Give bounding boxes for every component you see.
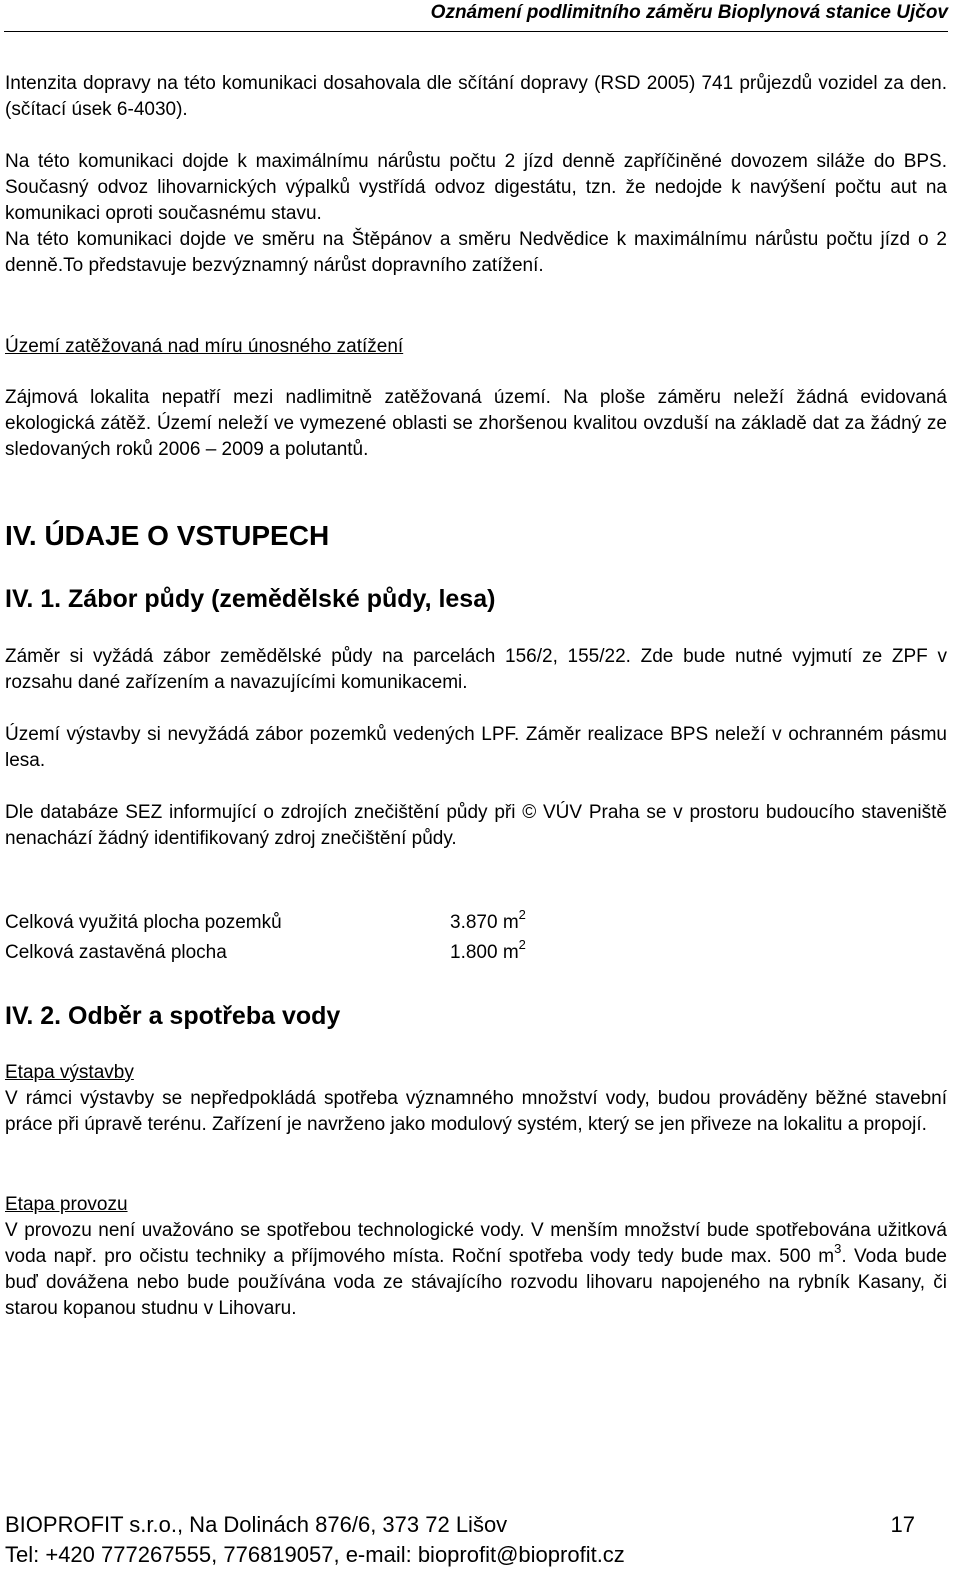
footer-contact: Tel: +420 777267555, 776819057, e-mail: bioprofit@bioprofit.cz: [5, 1542, 625, 1567]
paragraph-soil-contamination: Dle databáze SEZ informující o zdrojích znečištění půdy při © VÚV Praha se v prostoru budoucího staveniště nenachází žádný identifikovaný zdroj znečištění půdy.: [5, 802, 947, 849]
paragraph-forest-land: Území výstavby si nevyžádá zábor pozemků vedených LPF. Záměr realizace BPS neleží v ochranném pásmu lesa.: [5, 724, 947, 771]
page-number: 17: [890, 1512, 915, 1537]
subheading-operation-stage: Etapa provozu: [5, 1194, 128, 1215]
paragraph-traffic-intensity: Intenzita dopravy na této komunikaci dosahovala dle sčítání dopravy (RSD 2005) 741 průjezdů vozidel za den. (sčítací úsek 6-4030).: [5, 73, 947, 120]
header-rule: [4, 31, 948, 32]
paragraph-construction-water: V rámci výstavby se nepředpokládá spotřeba významného množství vody, budou prováděny běžné stavební práce při úpravě terénu. Zařízení je navrženo jako modulový systém, který se jen přiveze na lokalitu a propojí.: [5, 1088, 947, 1135]
heading-land-take: IV. 1. Zábor půdy (zemědělské půdy, lesa): [5, 585, 496, 613]
area-used-label: Celková využitá plocha pozemků: [5, 912, 282, 933]
paragraph-traffic-direction: Na této komunikaci dojde ve směru na Štěpánov a směru Nedvědice k maximálnímu nárůstu počtu jízd o 2 denně.To představuje bezvýznamný nárůst dopravního zatížení.: [5, 229, 947, 276]
heading-water-consumption: IV. 2. Odběr a spotřeba vody: [5, 1002, 341, 1030]
subheading-burdened-areas: Území zatěžovaná nad míru únosného zatížení: [5, 336, 404, 357]
page-header-title: Oznámení podlimitního záměru Bioplynová stanice Ujčov: [430, 2, 948, 23]
subheading-construction-stage: Etapa výstavby: [5, 1062, 134, 1083]
paragraph-land-take: Záměr si vyžádá zábor zemědělské půdy na parcelách 156/2, 155/22. Zde bude nutné vyjmutí ze ZPF v rozsahu dané zařízením a navazujícími komunikacemi.: [5, 646, 947, 693]
paragraph-traffic-increase: Na této komunikaci dojde k maximálnímu nárůstu počtu 2 jízd denně zapříčiněné dovozem siláže do BPS. Současný odvoz lihovarnických výpalků vystřídá odvoz digestátu, tzn. že nedojde k navýšení počtu aut na komunikaci oproti současnému stavu.: [5, 151, 947, 224]
paragraph-burdened-areas: Zájmová lokalita nepatří mezi nadlimitně zatěžovaná území. Na ploše záměru neleží žádná evidovaná ekologická zátěž. Území neleží ve vymezené oblasti se zhoršenou kvalitou ovzduší na základě dat za žádný ze sledovaných roků 2006 – 2009 a polutantů.: [5, 387, 947, 460]
footer-company-address: BIOPROFIT s.r.o., Na Dolinách 876/6, 373 72 Lišov: [5, 1512, 508, 1537]
area-used-value: 3.870 $m^2$: [450, 907, 526, 933]
area-built-value: 1.800 $m^2$: [450, 937, 526, 963]
paragraph-operation-water: V provozu není uvažováno se spotřebou technologické vody. V menším množství bude spotřebována užitková voda např. pro očistu techniky a příjmového místa. Roční spotřeba vody tedy bude max. 500 $m^3$. Voda bude buď dovážena nebo bude používána voda ze stávajícího rozvodu lihovaru napojeného na rybník Kasany, či starou kopanou studnu v Lihovaru.: [5, 1220, 947, 1319]
area-built-label: Celková zastavěná plocha: [5, 942, 227, 963]
section-heading-inputs: IV. ÚDAJE O VSTUPECH: [5, 520, 330, 551]
